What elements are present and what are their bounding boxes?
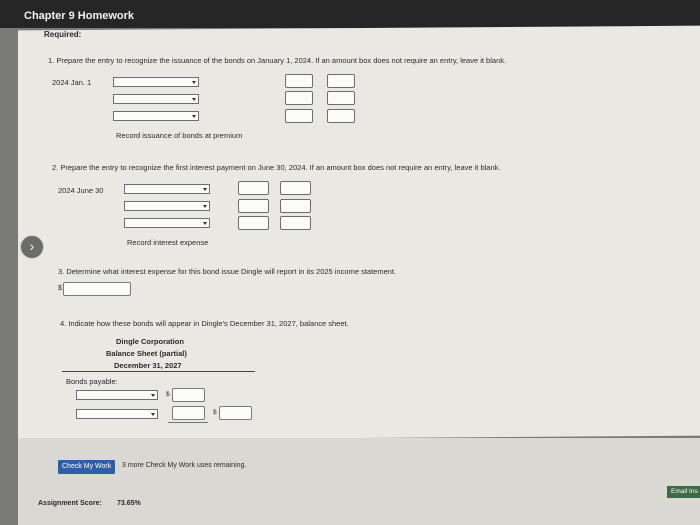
q2-debit-input-1[interactable]	[238, 181, 269, 195]
q1-account-select-1[interactable]	[113, 77, 199, 87]
q4-bonds-payable-label: Bonds payable:	[66, 377, 118, 386]
remaining-uses-text: 3 more Check My Work uses remaining.	[122, 462, 247, 469]
q2-account-select-1[interactable]	[124, 184, 210, 194]
homework-panel	[18, 26, 700, 441]
q4-currency-1: $	[166, 391, 170, 398]
q1-caption: Record issuance of bonds at premium	[116, 131, 243, 140]
email-instructor-button[interactable]: Email Ins	[667, 486, 700, 498]
q2-date: 2024 June 30	[58, 186, 104, 195]
q4-prompt: 4. Indicate how these bonds will appear in Dingle's December 31, 2027, balance sheet.	[60, 319, 349, 328]
chevron-right-icon[interactable]: ›	[20, 235, 44, 259]
page-title: Chapter 9 Homework	[24, 10, 135, 22]
q1-debit-input-2[interactable]	[285, 91, 313, 105]
q3-currency: $	[58, 285, 62, 292]
q4-statement: Balance Sheet (partial)	[106, 349, 187, 358]
q2-credit-input-1[interactable]	[280, 181, 311, 195]
q2-prompt: 2. Prepare the entry to recognize the first interest payment on June 30, 2024. If an amount box does not require an entry, leave it blank.	[52, 163, 501, 172]
q2-account-select-3[interactable]	[124, 218, 210, 228]
q1-credit-input-1[interactable]	[327, 74, 355, 88]
title-bar	[0, 0, 700, 28]
q2-debit-input-3[interactable]	[238, 216, 269, 230]
q4-header-rule	[62, 371, 255, 372]
assignment-score-label: Assignment Score:	[38, 500, 102, 507]
q1-credit-input-2[interactable]	[327, 91, 355, 105]
q1-prompt: 1. Prepare the entry to recognize the issuance of the bonds on January 1, 2024. If an amount box does not require an entry, leave it blank.	[48, 56, 507, 65]
q2-account-select-2[interactable]	[124, 201, 210, 211]
q2-credit-input-3[interactable]	[280, 216, 311, 230]
q4-amount-input-2[interactable]	[172, 406, 205, 420]
q1-credit-input-3[interactable]	[327, 109, 355, 123]
q4-account-select-1[interactable]	[76, 390, 158, 400]
q4-account-select-2[interactable]	[76, 409, 158, 419]
q4-currency-2: $	[213, 409, 217, 416]
footer-panel	[18, 438, 700, 525]
q4-total-input[interactable]	[219, 406, 252, 420]
check-my-work-button[interactable]: Check My Work	[58, 460, 115, 474]
q2-credit-input-2[interactable]	[280, 199, 311, 213]
q4-subtotal-rule	[168, 422, 208, 423]
q1-debit-input-1[interactable]	[285, 74, 313, 88]
q4-amount-input-1[interactable]	[172, 388, 205, 402]
q1-account-select-3[interactable]	[113, 111, 199, 121]
q1-account-select-2[interactable]	[113, 94, 199, 104]
assignment-score-value: 73.65%	[117, 500, 141, 507]
q4-company: Dingle Corporation	[116, 337, 184, 346]
q2-caption: Record interest expense	[127, 238, 209, 247]
q1-debit-input-3[interactable]	[285, 109, 313, 123]
q3-prompt: 3. Determine what interest expense for this bond issue Dingle will report in its 2025 income statement.	[58, 267, 397, 276]
q2-debit-input-2[interactable]	[238, 199, 269, 213]
q3-interest-expense-input[interactable]	[63, 282, 131, 296]
q1-date: 2024 Jan. 1	[52, 78, 92, 87]
q4-date: December 31, 2027	[114, 361, 182, 370]
required-label: Required:	[44, 30, 82, 39]
